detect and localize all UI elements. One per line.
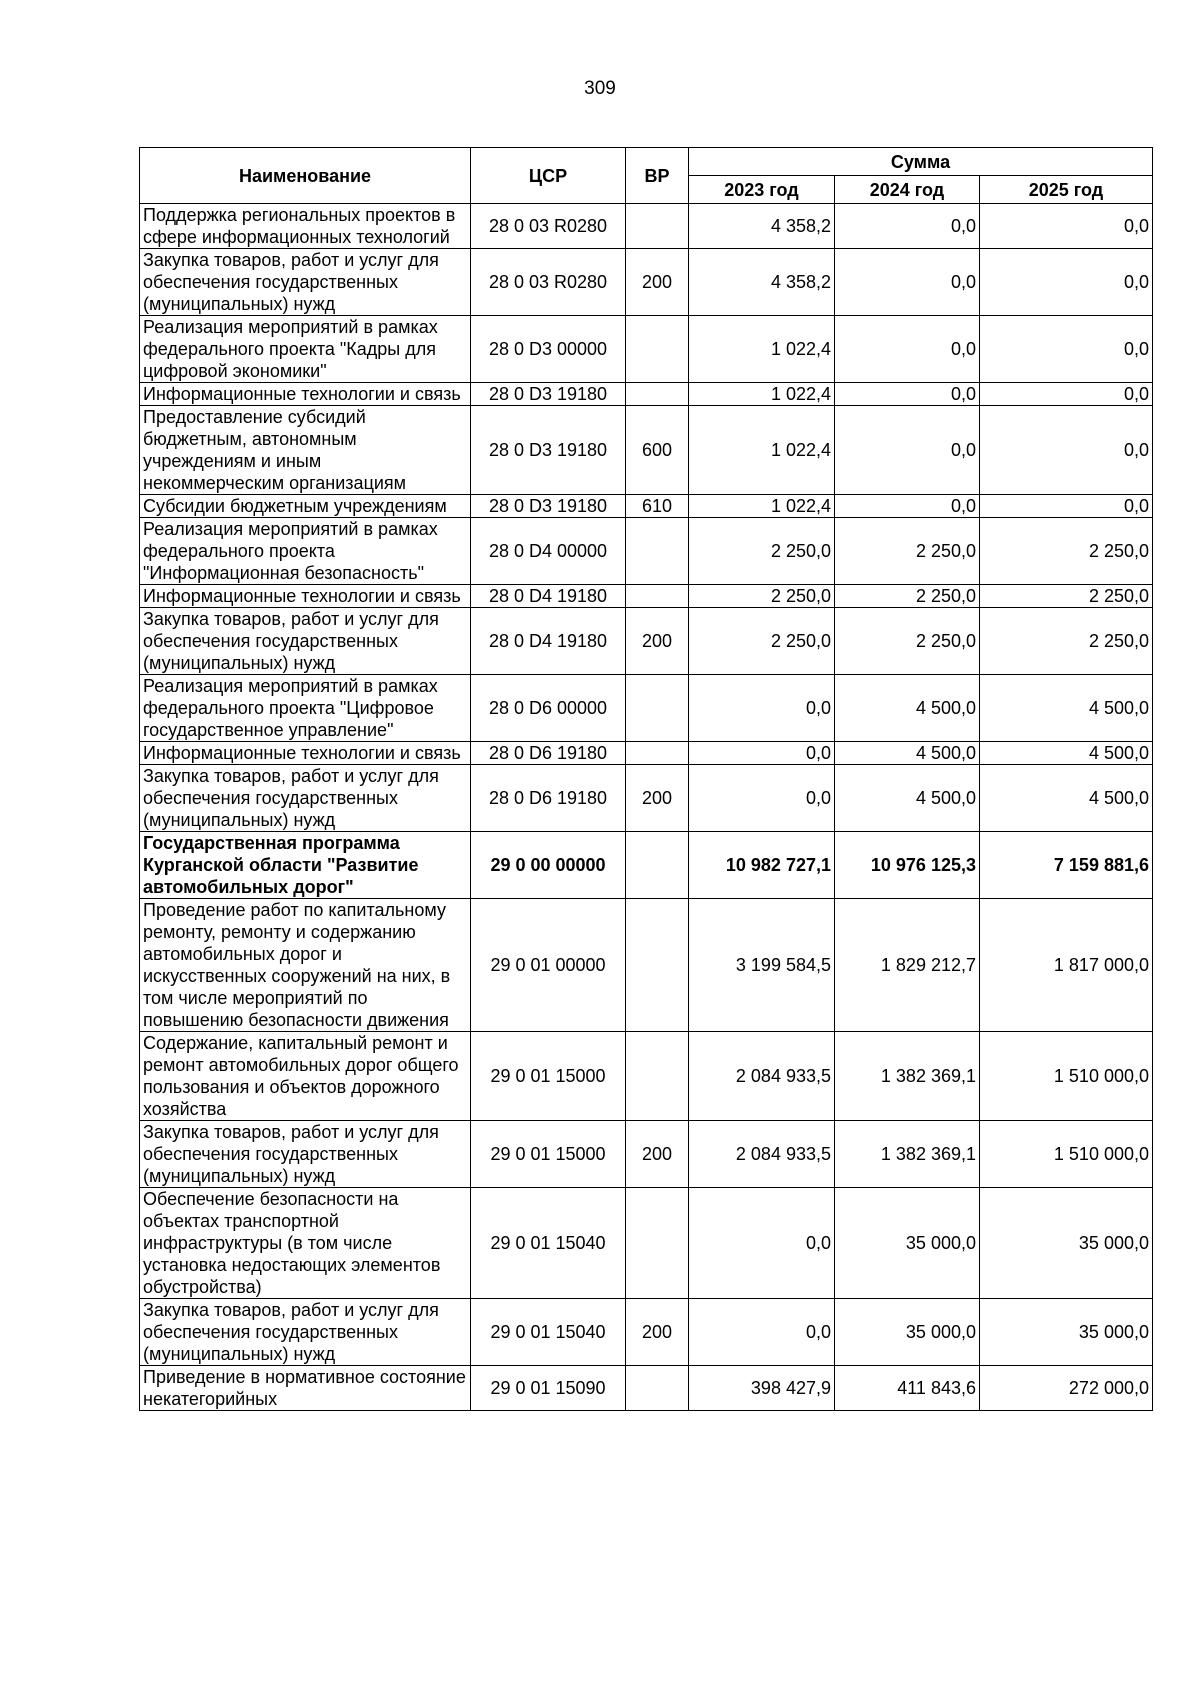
- cell-csr: 28 0 D3 00000: [471, 316, 626, 383]
- cell-csr: 29 0 01 00000: [471, 899, 626, 1032]
- cell-sum-2025: 0,0: [980, 204, 1153, 249]
- cell-sum-2025: 1 510 000,0: [980, 1121, 1153, 1188]
- table-row: [140, 675, 1153, 742]
- cell-sum-2025: 2 250,0: [980, 585, 1153, 608]
- cell-sum-2024: 2 250,0: [835, 608, 980, 675]
- cell-vr: [626, 585, 689, 608]
- cell-sum-2024: 1 382 369,1: [835, 1032, 980, 1121]
- cell-sum-2023: 1 022,4: [689, 495, 835, 518]
- cell-name: Поддержка региональных проектов в сфере информационных технологий: [140, 204, 471, 249]
- cell-vr: [626, 675, 689, 742]
- cell-sum-2023: 1 022,4: [689, 383, 835, 406]
- cell-name: Информационные технологии и связь: [140, 585, 471, 608]
- cell-sum-2024: 0,0: [835, 204, 980, 249]
- cell-vr: 200: [626, 608, 689, 675]
- cell-vr: 600: [626, 406, 689, 495]
- cell-name: Информационные технологии и связь: [140, 383, 471, 406]
- cell-sum-2025: 2 250,0: [980, 608, 1153, 675]
- cell-sum-2025: 0,0: [980, 316, 1153, 383]
- table-row: [140, 832, 1153, 899]
- cell-csr: 29 0 01 15040: [471, 1188, 626, 1299]
- cell-sum-2025: 1 817 000,0: [980, 899, 1153, 1032]
- cell-sum-2023: 2 250,0: [689, 608, 835, 675]
- cell-vr: [626, 742, 689, 765]
- cell-sum-2024: 35 000,0: [835, 1299, 980, 1366]
- cell-sum-2023: 1 022,4: [689, 406, 835, 495]
- cell-sum-2024: 0,0: [835, 495, 980, 518]
- cell-name: Содержание, капитальный ремонт и ремонт автомобильных дорог общего пользования и объектов дорожного хозяйства: [140, 1032, 471, 1121]
- cell-sum-2023: 1 022,4: [689, 316, 835, 383]
- cell-vr: [626, 204, 689, 249]
- table-row: [140, 899, 1153, 1032]
- cell-name: Закупка товаров, работ и услуг для обеспечения государственных (муниципальных) нужд: [140, 608, 471, 675]
- table-header: [140, 148, 1153, 204]
- cell-sum-2024: 4 500,0: [835, 742, 980, 765]
- cell-csr: 29 0 01 15090: [471, 1366, 626, 1411]
- cell-sum-2023: 0,0: [689, 1299, 835, 1366]
- cell-sum-2023: 0,0: [689, 765, 835, 832]
- table-row: [140, 1032, 1153, 1121]
- cell-sum-2023: 10 982 727,1: [689, 832, 835, 899]
- cell-name: Проведение работ по капитальному ремонту, ремонту и содержанию автомобильных дорог и искусственных сооружений на них, в том числе мероприятий по повышению безопасности движения: [140, 899, 471, 1032]
- table-row: [140, 518, 1153, 585]
- table-row: [140, 585, 1153, 608]
- cell-vr: [626, 518, 689, 585]
- header-vr: ВР: [626, 148, 689, 204]
- cell-sum-2024: 10 976 125,3: [835, 832, 980, 899]
- cell-sum-2023: 398 427,9: [689, 1366, 835, 1411]
- cell-sum-2024: 1 382 369,1: [835, 1121, 980, 1188]
- cell-name: Реализация мероприятий в рамках федерального проекта "Цифровое государственное управление": [140, 675, 471, 742]
- cell-sum-2025: 4 500,0: [980, 765, 1153, 832]
- cell-sum-2025: 4 500,0: [980, 675, 1153, 742]
- cell-sum-2024: 0,0: [835, 316, 980, 383]
- cell-name: Субсидии бюджетным учреждениям: [140, 495, 471, 518]
- cell-csr: 28 0 03 R0280: [471, 204, 626, 249]
- cell-sum-2023: 3 199 584,5: [689, 899, 835, 1032]
- cell-vr: 200: [626, 1299, 689, 1366]
- cell-sum-2023: 4 358,2: [689, 249, 835, 316]
- table-row: [140, 249, 1153, 316]
- cell-name: Закупка товаров, работ и услуг для обеспечения государственных (муниципальных) нужд: [140, 1121, 471, 1188]
- cell-csr: 28 0 03 R0280: [471, 249, 626, 316]
- cell-sum-2025: 35 000,0: [980, 1188, 1153, 1299]
- table-row: [140, 383, 1153, 406]
- cell-vr: [626, 832, 689, 899]
- cell-sum-2025: 7 159 881,6: [980, 832, 1153, 899]
- table-row: [140, 742, 1153, 765]
- cell-sum-2025: 4 500,0: [980, 742, 1153, 765]
- page-number: 309: [584, 78, 616, 99]
- cell-name: Государственная программа Курганской области "Развитие автомобильных дорог": [140, 832, 471, 899]
- cell-sum-2024: 1 829 212,7: [835, 899, 980, 1032]
- cell-sum-2023: 2 084 933,5: [689, 1032, 835, 1121]
- table-row: [140, 1299, 1153, 1366]
- cell-name: Обеспечение безопасности на объектах транспортной инфраструктуры (в том числе установка недостающих элементов обустройства): [140, 1188, 471, 1299]
- cell-sum-2025: 0,0: [980, 249, 1153, 316]
- cell-vr: 200: [626, 249, 689, 316]
- cell-csr: 29 0 01 15000: [471, 1032, 626, 1121]
- cell-vr: [626, 383, 689, 406]
- cell-name: Предоставление субсидий бюджетным, автономным учреждениям и иным некоммерческим организациям: [140, 406, 471, 495]
- cell-sum-2023: 4 358,2: [689, 204, 835, 249]
- cell-csr: 28 0 D6 00000: [471, 675, 626, 742]
- header-year-2024: 2024 год: [835, 176, 980, 204]
- cell-name: Закупка товаров, работ и услуг для обеспечения государственных (муниципальных) нужд: [140, 249, 471, 316]
- cell-vr: 610: [626, 495, 689, 518]
- cell-sum-2024: 4 500,0: [835, 675, 980, 742]
- cell-sum-2025: 35 000,0: [980, 1299, 1153, 1366]
- cell-name: Приведение в нормативное состояние некатегорийных: [140, 1366, 471, 1411]
- cell-name: Закупка товаров, работ и услуг для обеспечения государственных (муниципальных) нужд: [140, 765, 471, 832]
- table-row: [140, 406, 1153, 495]
- header-name: Наименование: [140, 148, 471, 204]
- cell-csr: 28 0 D6 19180: [471, 742, 626, 765]
- header-sum: Сумма: [689, 148, 1153, 176]
- cell-vr: 200: [626, 1121, 689, 1188]
- cell-sum-2025: 272 000,0: [980, 1366, 1153, 1411]
- cell-vr: [626, 1188, 689, 1299]
- cell-sum-2023: 0,0: [689, 742, 835, 765]
- cell-sum-2025: 1 510 000,0: [980, 1032, 1153, 1121]
- cell-name: Реализация мероприятий в рамках федерального проекта "Кадры для цифровой экономики": [140, 316, 471, 383]
- cell-sum-2024: 2 250,0: [835, 585, 980, 608]
- cell-csr: 28 0 D6 19180: [471, 765, 626, 832]
- table-row: [140, 204, 1153, 249]
- cell-sum-2025: 0,0: [980, 406, 1153, 495]
- cell-sum-2025: 2 250,0: [980, 518, 1153, 585]
- header-year-2025: 2025 год: [980, 176, 1153, 204]
- cell-sum-2024: 0,0: [835, 249, 980, 316]
- table-row: [140, 765, 1153, 832]
- cell-csr: 28 0 D3 19180: [471, 383, 626, 406]
- cell-vr: [626, 316, 689, 383]
- cell-csr: 29 0 01 15000: [471, 1121, 626, 1188]
- table-body: [140, 204, 1153, 1411]
- cell-sum-2024: 0,0: [835, 383, 980, 406]
- table-row: [140, 1366, 1153, 1411]
- cell-vr: [626, 1366, 689, 1411]
- header-csr: ЦСР: [471, 148, 626, 204]
- cell-sum-2024: 0,0: [835, 406, 980, 495]
- cell-vr: [626, 1032, 689, 1121]
- cell-sum-2025: 0,0: [980, 383, 1153, 406]
- header-year-2023: 2023 год: [689, 176, 835, 204]
- table-row: [140, 608, 1153, 675]
- cell-vr: 200: [626, 765, 689, 832]
- table-row: [140, 316, 1153, 383]
- cell-name: Реализация мероприятий в рамках федерального проекта "Информационная безопасность": [140, 518, 471, 585]
- budget-table: [139, 147, 1153, 1411]
- cell-csr: 28 0 D4 19180: [471, 585, 626, 608]
- cell-csr: 29 0 00 00000: [471, 832, 626, 899]
- cell-csr: 28 0 D3 19180: [471, 495, 626, 518]
- cell-csr: 28 0 D4 00000: [471, 518, 626, 585]
- table-row: [140, 1188, 1153, 1299]
- cell-name: Закупка товаров, работ и услуг для обеспечения государственных (муниципальных) нужд: [140, 1299, 471, 1366]
- cell-name: Информационные технологии и связь: [140, 742, 471, 765]
- cell-csr: 28 0 D3 19180: [471, 406, 626, 495]
- cell-sum-2025: 0,0: [980, 495, 1153, 518]
- cell-csr: 29 0 01 15040: [471, 1299, 626, 1366]
- cell-sum-2024: 2 250,0: [835, 518, 980, 585]
- cell-sum-2023: 2 084 933,5: [689, 1121, 835, 1188]
- cell-sum-2023: 2 250,0: [689, 585, 835, 608]
- cell-sum-2024: 35 000,0: [835, 1188, 980, 1299]
- cell-csr: 28 0 D4 19180: [471, 608, 626, 675]
- table-row: [140, 1121, 1153, 1188]
- cell-vr: [626, 899, 689, 1032]
- cell-sum-2023: 0,0: [689, 1188, 835, 1299]
- cell-sum-2024: 411 843,6: [835, 1366, 980, 1411]
- cell-sum-2023: 0,0: [689, 675, 835, 742]
- cell-sum-2023: 2 250,0: [689, 518, 835, 585]
- cell-sum-2024: 4 500,0: [835, 765, 980, 832]
- table-row: [140, 495, 1153, 518]
